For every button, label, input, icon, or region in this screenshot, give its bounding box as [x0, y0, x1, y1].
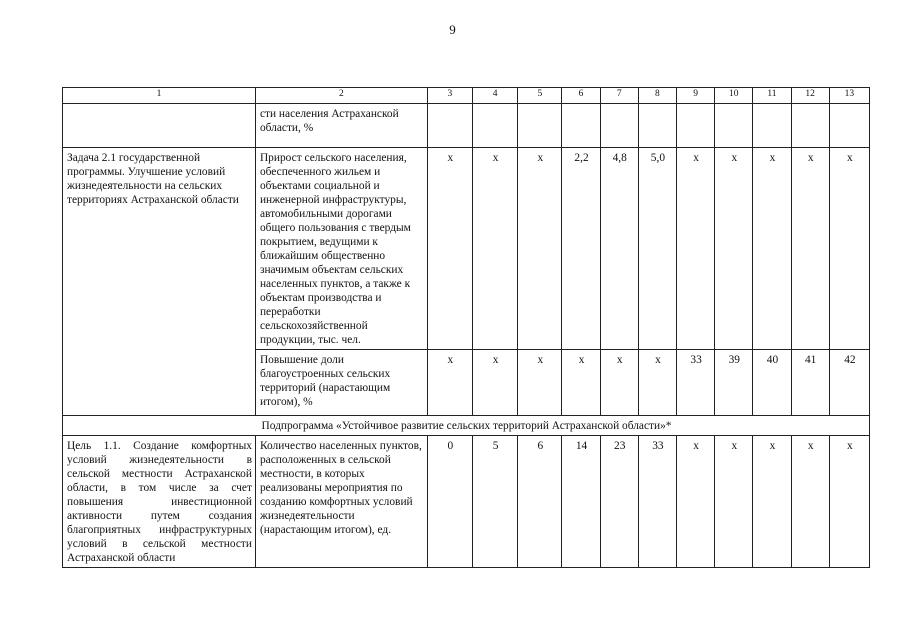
- value-cell: [518, 104, 562, 148]
- column-number: 12: [791, 88, 829, 104]
- task-cell: [63, 104, 256, 148]
- column-number: 7: [600, 88, 638, 104]
- value-cell: 14: [562, 436, 600, 568]
- value-cell: x: [473, 148, 518, 350]
- column-number: 3: [427, 88, 472, 104]
- subprogram-title: Подпрограмма «Устойчивое развитие сельских территорий Астраханской области»*: [63, 416, 870, 436]
- value-cell: x: [638, 350, 676, 416]
- indicators-table: [62, 87, 870, 568]
- value-cell: x: [427, 350, 472, 416]
- value-cell: 41: [791, 350, 829, 416]
- value-cell: [562, 104, 600, 148]
- value-cell: 5,0: [638, 148, 676, 350]
- indicator-cell: сти населения Астраханской области, %: [255, 104, 427, 148]
- task-cell: Задача 2.1 государственной программы. Улучшение условий жизнедеятельности на сельских территориях Астраханской области: [63, 148, 256, 416]
- value-cell: x: [829, 436, 869, 568]
- column-number: 6: [562, 88, 600, 104]
- value-cell: x: [715, 436, 753, 568]
- value-cell: 40: [753, 350, 791, 416]
- value-cell: 39: [715, 350, 753, 416]
- indicator-cell: Прирост сельского населения, обеспеченного жильем и объектами социальной и инженерной инфраструктуры, автомобильными дорогами общего пользования с твердым покрытием, ведущими к ближайшим общественно значимым объектам сельских населенных пунктов, а также к объектам производства и переработки сельскохозяйственной продукции, тыс. чел.: [255, 148, 427, 350]
- value-cell: 6: [518, 436, 562, 568]
- value-cell: x: [518, 148, 562, 350]
- value-cell: x: [715, 148, 753, 350]
- table-row: [63, 436, 870, 568]
- column-number: 5: [518, 88, 562, 104]
- column-number: 1: [63, 88, 256, 104]
- value-cell: x: [753, 148, 791, 350]
- value-cell: [427, 104, 472, 148]
- column-number: 9: [677, 88, 715, 104]
- column-number: 11: [753, 88, 791, 104]
- value-cell: 4,8: [600, 148, 638, 350]
- indicator-cell: Количество населенных пунктов, расположенных в сельской местности, в которых реализованы мероприятия по созданию комфортных условий жизнедеятельности (нарастающим итогом), ед.: [255, 436, 427, 568]
- value-cell: x: [829, 148, 869, 350]
- value-cell: x: [562, 350, 600, 416]
- column-number: 8: [638, 88, 676, 104]
- goal-cell: Цель 1.1. Создание комфортных условий жизнедеятельности в сельской местности Астраханской области, в том числе за счет повышения инвестиционной активности путем создания благоприятных инфраструктурных условий в сельской местности Астраханской области: [63, 436, 256, 568]
- indicator-cell: Повышение доли благоустроенных сельских территорий (нарастающим итогом), %: [255, 350, 427, 416]
- column-number: 13: [829, 88, 869, 104]
- value-cell: x: [473, 350, 518, 416]
- table-row: [63, 104, 870, 148]
- page-number: 9: [449, 22, 456, 37]
- value-cell: 42: [829, 350, 869, 416]
- value-cell: x: [600, 350, 638, 416]
- value-cell: [677, 104, 715, 148]
- column-number: 10: [715, 88, 753, 104]
- value-cell: [791, 104, 829, 148]
- value-cell: x: [753, 436, 791, 568]
- column-number-row: [63, 88, 870, 104]
- value-cell: x: [791, 148, 829, 350]
- value-cell: x: [677, 436, 715, 568]
- value-cell: 23: [600, 436, 638, 568]
- value-cell: 0: [427, 436, 472, 568]
- value-cell: [600, 104, 638, 148]
- value-cell: [753, 104, 791, 148]
- value-cell: [715, 104, 753, 148]
- value-cell: x: [791, 436, 829, 568]
- value-cell: 33: [638, 436, 676, 568]
- column-number: 2: [255, 88, 427, 104]
- value-cell: [638, 104, 676, 148]
- table-row: [63, 148, 870, 350]
- column-number: 4: [473, 88, 518, 104]
- value-cell: 2,2: [562, 148, 600, 350]
- value-cell: x: [427, 148, 472, 350]
- value-cell: 5: [473, 436, 518, 568]
- value-cell: [829, 104, 869, 148]
- value-cell: [473, 104, 518, 148]
- value-cell: x: [677, 148, 715, 350]
- value-cell: x: [518, 350, 562, 416]
- section-row: [63, 416, 870, 436]
- value-cell: 33: [677, 350, 715, 416]
